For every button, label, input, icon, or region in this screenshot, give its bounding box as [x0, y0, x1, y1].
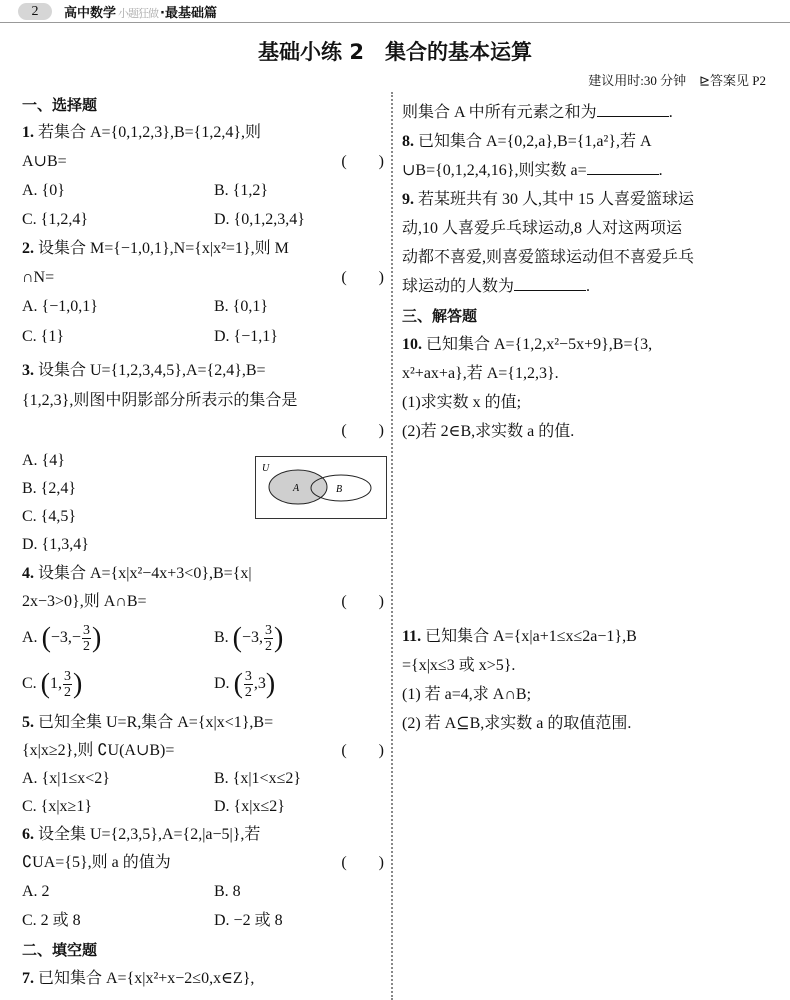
numerator: 3: [244, 668, 252, 684]
option-c: C. {1}: [22, 328, 65, 345]
q3-option-a: A. {4}: [22, 452, 65, 469]
q7-stem: 已知集合 A={x|x²+x−2≤0,x∈Z},: [34, 970, 255, 987]
numerator: 3: [64, 668, 71, 684]
q2-options-ab: [22, 296, 384, 318]
q8-stem: 已知集合 A={0,2,a},B={1,a²},若 A: [414, 133, 652, 150]
q1-line2: [22, 151, 384, 173]
time-and-answer-note: 建议用时:30 分钟 ⊵答案见 P2: [588, 73, 766, 88]
q6-stem: 设全集 U={2,3,5},A={2,|a−5|},若: [34, 826, 261, 843]
answer-paren: ( ): [341, 153, 384, 170]
period: .: [668, 104, 673, 121]
q3-line1: [22, 360, 384, 382]
q7-stem-cont: 则集合 A 中所有元素之和为: [402, 104, 597, 121]
paren-close: ): [265, 668, 276, 700]
q8-number: 8.: [402, 133, 414, 150]
venn-diagram: [255, 456, 387, 519]
q5-line2: [22, 740, 384, 762]
numerator: 3: [265, 622, 273, 638]
q10-part1: (1)求实数 x 的值;: [402, 394, 522, 411]
venn-label-u: U: [262, 463, 270, 474]
q5-number: 5.: [22, 714, 34, 731]
paren-close: ): [73, 668, 83, 700]
section-fill: 二、填空题: [22, 941, 98, 959]
q2-line1: [22, 238, 384, 260]
q4-stem-cont: 2x−3>0},则 A∩B=: [22, 593, 147, 610]
q10-number: 10.: [402, 336, 422, 353]
option-b: B. {1,2}: [214, 182, 269, 199]
option-a: A. 2: [22, 883, 50, 900]
q1-line1: [22, 122, 384, 144]
q1-options-cd: [22, 209, 384, 231]
denominator: 2: [64, 684, 71, 700]
q9-line1: [402, 189, 772, 211]
q1-stem: 若集合 A={0,1,2,3},B={1,2,4},则: [34, 124, 261, 141]
q5-options-ab: [22, 768, 384, 790]
answer-paren: ( ): [341, 854, 384, 871]
q2-stem-cont: ∩N=: [22, 269, 55, 286]
answer-paren: ( ): [341, 269, 384, 286]
series-logo: 小题狂做: [118, 7, 159, 20]
option-c: C. {1,2,4}: [22, 211, 89, 228]
section-choice: 一、选择题: [22, 96, 98, 114]
q2-stem: 设集合 M={−1,0,1},N={x|x²=1},则 M: [34, 240, 289, 257]
q4-line1: [22, 563, 384, 585]
numerator: 3: [82, 622, 90, 638]
fraction: [264, 623, 273, 654]
answer-blank[interactable]: [587, 160, 659, 175]
period: .: [658, 162, 663, 179]
q3-stem: 设集合 U={1,2,3,4,5},A={2,4},B=: [34, 362, 266, 379]
q5-stem: 已知全集 U=R,集合 A={x|x<1},B=: [34, 714, 274, 731]
option-d: D. −2 或 8: [214, 912, 283, 929]
venn-svg: [256, 457, 386, 518]
q10-line1: [402, 334, 772, 356]
q6-line2: [22, 852, 384, 874]
q9-number: 9.: [402, 191, 414, 208]
q9-stem-cont: 球运动的人数为: [402, 278, 515, 295]
book-subject: 高中数学: [64, 6, 117, 21]
q1-stem-cont: A∪B=: [22, 153, 67, 170]
option-b: B. {x|1<x≤2}: [214, 770, 302, 787]
venn-label-b: B: [336, 484, 343, 495]
option-d: D. {x|x≤2}: [214, 798, 285, 815]
page-number-badge: 2: [18, 3, 52, 20]
fraction: [82, 623, 91, 654]
q4-number: 4.: [22, 565, 34, 582]
paren-open: (: [232, 622, 242, 654]
paren-close: ): [274, 622, 284, 654]
q5-line1: [22, 712, 384, 734]
q3-option-d: D. {1,3,4}: [22, 536, 89, 553]
q4-options-cd: [22, 668, 384, 700]
option-b-text: −3,: [242, 629, 264, 646]
paren-close: ): [91, 622, 102, 654]
q6-options-cd: [22, 910, 384, 932]
fraction: [244, 669, 253, 700]
q11-part1: (1) 若 a=4,求 A∩B;: [402, 686, 532, 703]
q4-line2: [22, 591, 384, 613]
fraction: [63, 669, 72, 700]
option-d-label: D.: [214, 675, 230, 692]
q2-options-cd: [22, 326, 384, 348]
q3-option-c: C. {4,5}: [22, 508, 77, 525]
q8-line2: [402, 160, 772, 182]
q3-line2: {1,2,3},则图中阴影部分所表示的集合是: [22, 392, 298, 409]
q9-stem: 若某班共有 30 人,其中 15 人喜爱篮球运: [414, 191, 695, 208]
q6-number: 6.: [22, 826, 34, 843]
answer-paren: ( ): [341, 593, 384, 610]
q7-line1: [22, 968, 384, 990]
q6-options-ab: [22, 881, 384, 903]
option-a-label: A.: [22, 629, 38, 646]
option-a: A. {x|1≤x<2}: [22, 770, 110, 787]
q11-part2: (2) 若 A⊆B,求实数 a 的取值范围.: [402, 715, 632, 732]
answer-blank[interactable]: [514, 276, 586, 291]
q8-line1: [402, 131, 772, 153]
q1-number: 1.: [22, 124, 34, 141]
option-c-text: 1,: [50, 675, 62, 692]
answer-paren: ( ): [341, 742, 384, 759]
q7-number: 7.: [22, 970, 34, 987]
q6-line1: [22, 824, 384, 846]
q5-stem-cont: {x|x≥2},则 ∁U(A∪B)=: [22, 742, 175, 759]
paren-open: (: [40, 668, 50, 700]
q8-stem-cont: ∪B={0,1,2,4,16},则实数 a=: [402, 162, 587, 179]
option-a: A. {0}: [22, 182, 65, 199]
book-series: ·最基础篇: [160, 6, 217, 21]
q4-stem: 设集合 A={x|x²−4x+3<0},B={x|: [34, 565, 252, 582]
q5-options-cd: [22, 796, 384, 818]
column-divider: [391, 92, 393, 1000]
option-b: [214, 622, 283, 654]
q11-line1: [402, 626, 772, 648]
option-c: C. {x|x≥1}: [22, 798, 93, 815]
option-a: [22, 622, 102, 654]
q6-stem-cont: ∁UA={5},则 a 的值为: [22, 854, 171, 871]
denominator: 2: [82, 638, 90, 654]
q11-stem: 已知集合 A={x|a+1≤x≤2a−1},B: [421, 628, 637, 645]
venn-label-a: A: [293, 483, 300, 494]
q3-option-b: B. {2,4}: [22, 480, 77, 497]
option-b: B. 8: [214, 883, 241, 900]
option-b: B. {0,1}: [214, 298, 269, 315]
q7-line2: [402, 102, 772, 124]
option-d: D. {−1,1}: [214, 328, 278, 345]
q10-stem: 已知集合 A={1,2,x²−5x+9},B={3,: [422, 336, 653, 353]
paren-open: (: [233, 668, 243, 700]
option-c-label: C.: [22, 675, 37, 692]
q9-line3: 动都不喜爱,则喜爱篮球运动但不喜爱乒乓: [402, 249, 695, 266]
q9-line2: 动,10 人喜爱乒乓球运动,8 人对这两项运: [402, 220, 683, 237]
section-solve: 三、解答题: [402, 307, 478, 325]
q1-options-ab: [22, 180, 384, 202]
q10-line2: x²+ax+a},若 A={1,2,3}.: [402, 365, 559, 382]
option-a: A. {−1,0,1}: [22, 298, 98, 315]
q2-line2: [22, 267, 384, 289]
q2-number: 2.: [22, 240, 34, 257]
option-d-text: ,3: [253, 675, 266, 692]
answer-paren: ( ): [341, 422, 384, 439]
q3-number: 3.: [22, 362, 34, 379]
option-c: [22, 668, 83, 700]
denominator: 2: [244, 684, 252, 700]
denominator: 2: [265, 638, 273, 654]
q9-line4: [402, 276, 772, 298]
book-title: [64, 2, 217, 21]
page-header: [0, 0, 790, 23]
option-d: [214, 668, 275, 700]
option-c: C. 2 或 8: [22, 912, 81, 929]
option-a-text: −3,−: [50, 629, 81, 646]
q10-part2: (2)若 2∈B,求实数 a 的值.: [402, 423, 575, 440]
period: .: [586, 278, 591, 295]
answer-blank[interactable]: [597, 102, 669, 117]
paren-open: (: [41, 622, 51, 654]
q11-line2: ={x|x≤3 或 x>5}.: [402, 657, 516, 674]
option-d: D. {0,1,2,3,4}: [214, 211, 305, 228]
page-title: 基础小练 2 集合的基本运算: [258, 40, 532, 64]
q4-options-ab: [22, 622, 384, 654]
q11-number: 11.: [402, 628, 422, 645]
option-b-label: B.: [214, 629, 229, 646]
